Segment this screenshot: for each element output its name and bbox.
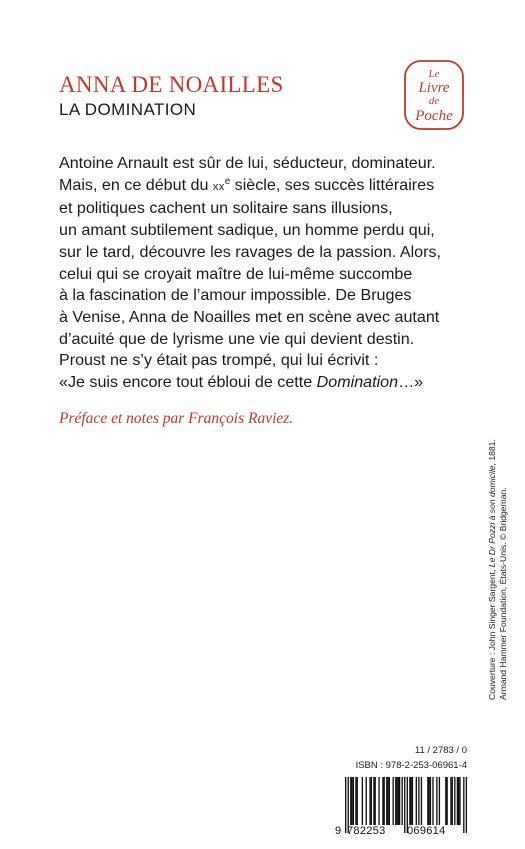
barcode-bar	[410, 777, 411, 825]
preface-credit: Préface et notes par François Raviez.	[59, 410, 294, 427]
barcode-bar	[369, 777, 370, 825]
publisher-logo	[404, 60, 464, 130]
logo-text-poche: Poche	[415, 108, 453, 124]
barcode-bar	[373, 777, 374, 825]
century-small-caps: xx	[212, 180, 225, 193]
blurb-line: Antoine Arnault est sûr de lui, séducteur, dominateur.	[59, 154, 436, 172]
barcode-bar	[396, 777, 397, 825]
barcode-bar	[399, 777, 400, 825]
cover-image-credit	[487, 439, 509, 700]
barcode-bar	[384, 777, 385, 825]
barcode-bar	[387, 777, 388, 825]
barcode-bar	[398, 777, 399, 825]
barcode-bar	[450, 777, 451, 825]
barcode-bar	[395, 777, 396, 825]
blurb-line	[59, 372, 479, 394]
barcode-bar	[382, 777, 383, 825]
barcode-bar	[428, 777, 429, 825]
barcode-bar	[371, 777, 372, 825]
blurb-line: sur le tard, découvre les ravages de la passion. Alors,	[59, 242, 441, 261]
barcode-bar	[378, 777, 379, 825]
blurb-line: d’acuité que de lyrisme une vie qui devient destin.	[59, 329, 415, 348]
barcode-bar	[362, 777, 363, 825]
barcode-digits-right: 069614	[407, 825, 446, 837]
barcode-bar	[452, 777, 453, 825]
blurb-line: celui qui se croyait maître de lui-même succombe	[59, 264, 413, 283]
barcode-bar	[412, 777, 413, 825]
logo-text-livre: Livre	[418, 80, 450, 96]
logo-text-de: de	[428, 95, 440, 107]
blurb-line: à Venise, Anna de Noailles met en scène avec autant	[59, 307, 440, 326]
barcode-bar	[366, 777, 367, 825]
catalog-code: 11 / 2783 / 0	[414, 745, 467, 756]
barcode-bar	[416, 777, 417, 825]
book-title: LA DOMINATION	[59, 100, 197, 119]
back-cover-blurb	[59, 153, 479, 394]
barcode-bar	[427, 777, 428, 825]
logo-text-le: Le	[428, 68, 440, 80]
author-name: ANNA DE NOAILLES	[59, 72, 284, 97]
barcode-bar	[445, 777, 446, 825]
barcode-digits	[335, 825, 470, 837]
barcode-bar	[393, 777, 394, 825]
century-superscript: e	[224, 175, 231, 187]
barcode-digits-left: 782253	[347, 825, 386, 837]
blurb-line: Proust ne s’y était pas trompé, qui lui écrivit :	[59, 351, 379, 370]
barcode-bar	[402, 777, 403, 825]
barcode-bar	[421, 777, 422, 825]
blurb-text: «Je suis encore tout ébloui de cette	[59, 373, 317, 392]
credit-line: Armand Hammer Foundation, États-Unis. © Bridgeman.	[498, 487, 508, 700]
blurb-text: Mais, en ce début du	[59, 175, 213, 194]
isbn-number: ISBN : 978-2-253-06961-4	[355, 760, 467, 771]
barcode-bar	[353, 777, 354, 825]
blurb-text: …»	[398, 373, 424, 392]
barcode-bar	[389, 777, 390, 825]
barcode-bar	[386, 777, 387, 825]
barcode-bar	[355, 777, 356, 825]
blurb-line: et politiques cachent un solitaire sans illusions,	[59, 199, 393, 218]
barcode-bar	[350, 777, 351, 825]
blurb-text: siècle, ses succès littéraires	[230, 175, 435, 194]
barcode-bar	[458, 777, 459, 825]
barcode-bar	[375, 777, 376, 825]
credit-line: Couverture : John Singer Sargent, Le Dr Pozzi à son domicile, 1881.	[487, 439, 497, 700]
barcode-bar	[432, 777, 433, 825]
barcode-bar	[439, 777, 440, 825]
blurb-line	[59, 175, 479, 199]
barcode-bar	[357, 777, 358, 825]
blurb-line: un amant subtilement sadique, un homme perdu qui,	[59, 221, 435, 240]
barcode-digit-lead: 9	[335, 825, 342, 837]
barcode-bar	[418, 777, 419, 825]
barcode-bar	[446, 777, 447, 825]
blurb-italic-title: Domination	[316, 373, 399, 392]
barcode-bar	[436, 777, 437, 825]
barcode-bar	[459, 777, 460, 825]
barcode-bar	[409, 777, 410, 825]
barcode-bar	[430, 777, 431, 825]
barcode-bar	[351, 777, 352, 825]
barcode-bar	[454, 777, 455, 825]
blurb-line: à la fascination de l’amour impossible. De Bruges	[59, 286, 412, 305]
barcode-bar	[457, 777, 458, 825]
